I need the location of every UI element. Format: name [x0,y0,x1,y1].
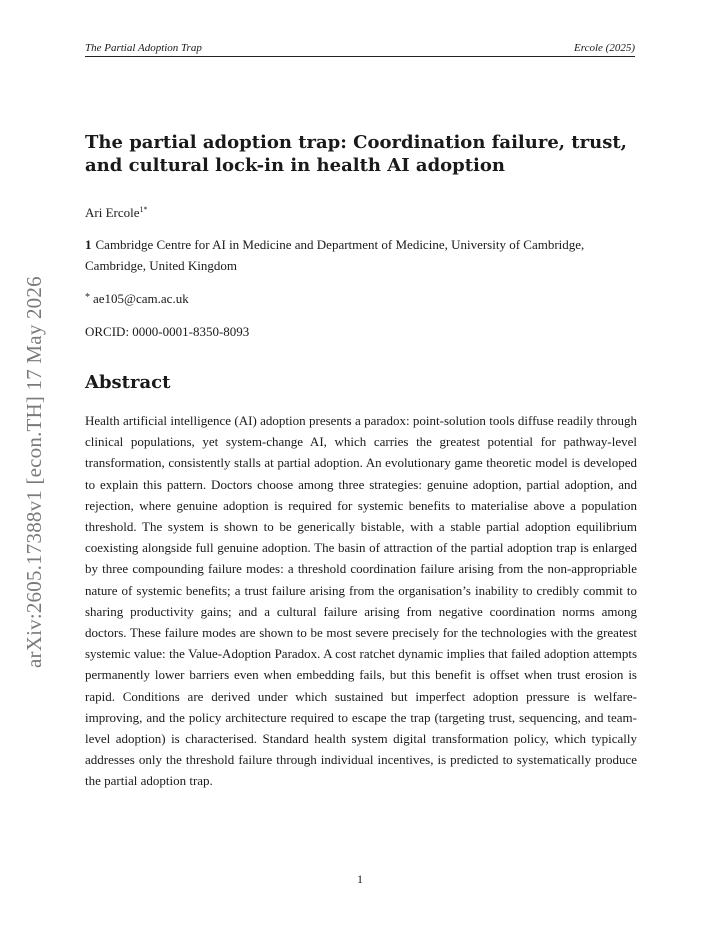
affiliation-number: 1 [85,237,92,252]
author-affiliation-marks: 1* [139,205,148,214]
running-header-citation: Ercole (2025) [574,42,635,54]
affiliation [85,234,635,276]
arxiv-identifier: arXiv:2605.17388v1 [econ.TH] 17 May 2026 [22,276,46,668]
abstract-heading: Abstract [85,372,171,393]
running-header-title: The Partial Adoption Trap [85,42,202,54]
affiliation-text: Cambridge Centre for AI in Medicine and Department of Medicine, University of Cambridge, Cambridge, United Kingdom [85,237,585,273]
author-line [85,202,148,221]
author-name: Ari Ercole [85,205,140,220]
corresponding-mark: * [85,292,90,303]
email-address[interactable]: ae105@cam.ac.uk [93,291,189,306]
running-header [85,40,635,57]
corresponding-email [85,290,189,307]
orcid: ORCID: 0000-0001-8350-8093 [85,324,250,339]
paper-title: The partial adoption trap: Coordination failure, trust, and cultural lock-in in health AI adoption [85,132,627,176]
abstract-text: Health artificial intelligence (AI) adoption presents a paradox: point-solution tools diffuse readily through clinical populations, yet system-change AI, which carries the greatest potential for pathway-level transformation, consistently stalls at partial adoption. An evolutionary game theoretic model is developed to explain this pattern. Doctors choose among three strategies: genuine adoption, partial adoption, and rejection, where genuine adoption is required for systemic benefits to materialise above a population threshold. The system is shown to be generically bistable, with a stable partial adoption equilibrium coexisting alongside full genuine adoption. The basin of attraction of the partial adoption trap is enlarged by three compounding failure modes: a threshold coordination failure arising from the non-appropriable nature of systemic benefits; a trust failure arising from the organisation’s inability to credibly commit to sharing productivity gains; and a cultural failure arising from negative coordination norms among doctors. These failure modes are shown to be most severe precisely for the technologies with the greatest systemic value: the Value-Adoption Paradox. A cost ratchet dynamic implies that failed adoption attempts permanently lower barriers even when embedding fails, but this benefit is offset when trust erosion is rapid. Conditions are derived under which sustained but imperfect adoption pressure is welfare-improving, and the policy architecture required to escape the trap (targeting trust, sequencing, and team-level adoption) is characterised. Standard health system digital transformation policy, which typically addresses only the threshold failure through individual incentives, is predicted to systematically produce the partial adoption trap. [85,413,637,789]
page-number: 1 [357,872,363,886]
